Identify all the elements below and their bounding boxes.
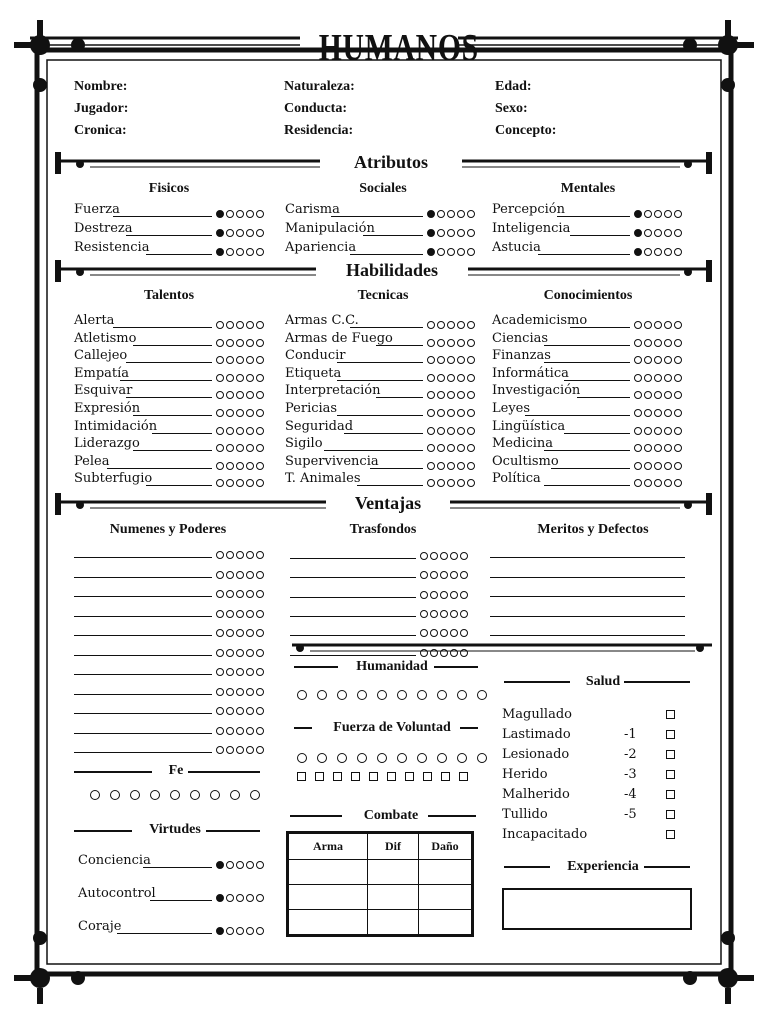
- stat-label: Atletismo: [74, 330, 137, 346]
- combat-cell[interactable]: [419, 910, 472, 935]
- stat-label: Esquivar: [74, 383, 133, 399]
- stat-label: Callejeo: [74, 348, 128, 364]
- stat-label: Seguridad: [285, 418, 354, 434]
- health-penalty: -4: [624, 787, 637, 802]
- header-field: Cronica:: [74, 123, 127, 138]
- stat-label: Coraje: [78, 919, 122, 934]
- stat-label: Política: [492, 471, 541, 487]
- header-field: Edad:: [495, 79, 532, 94]
- stat-label: Pelea: [74, 453, 110, 469]
- stat-label: Etiqueta: [285, 365, 342, 381]
- column-title: Mentales: [560, 181, 616, 196]
- column-title: Fisicos: [148, 181, 190, 196]
- stat-label: Medicina: [492, 436, 554, 452]
- stat-label: Intimidación: [74, 418, 158, 434]
- stat-label: Percepción: [492, 202, 566, 217]
- column-title: Sociales: [359, 181, 407, 196]
- combat-cell[interactable]: [368, 885, 419, 910]
- stat-label: Expresión: [74, 401, 141, 416]
- section-title-atributos: Atributos: [320, 152, 462, 173]
- stat-label: Apariencia: [285, 240, 357, 255]
- health-label: Lastimado: [502, 727, 571, 742]
- stat-label: Ocultismo: [492, 453, 559, 469]
- combat-cell[interactable]: [289, 885, 368, 910]
- header-field: Sexo:: [495, 101, 528, 116]
- health-penalty: -2: [624, 747, 637, 762]
- stat-label: Supervivencia: [285, 453, 379, 469]
- stat-label: Carisma: [285, 202, 340, 217]
- humanidad-title: Humanidad: [338, 659, 446, 675]
- combat-table: [286, 831, 474, 937]
- combat-col-dano: Daño: [419, 834, 472, 860]
- stat-label: Manipulación: [285, 221, 375, 236]
- stat-label: Inteligencia: [492, 221, 571, 236]
- stat-label: Autocontrol: [78, 886, 156, 901]
- combate-title: Combate: [342, 808, 440, 824]
- combat-col-dif: Dif: [368, 834, 419, 860]
- health-label: Malherido: [502, 787, 570, 802]
- experiencia-title: Experiencia: [550, 859, 656, 875]
- stat-label: Liderazgo: [74, 436, 140, 452]
- column-title: Trasfondos: [349, 522, 417, 537]
- health-label: Herido: [502, 767, 548, 782]
- stat-label: Astucia: [492, 240, 541, 255]
- combat-cell[interactable]: [368, 860, 419, 885]
- combat-cell[interactable]: [419, 860, 472, 885]
- header-field: Nombre:: [74, 79, 128, 94]
- stat-label: Pericias: [285, 401, 338, 416]
- header-field: Conducta:: [284, 101, 348, 116]
- health-penalty: -3: [624, 767, 637, 782]
- stat-label: Finanzas: [492, 348, 551, 364]
- stat-label: Conducir: [285, 348, 346, 364]
- section-title-habilidades: Habilidades: [316, 260, 468, 281]
- header-field: Residencia:: [284, 123, 354, 138]
- experiencia-box[interactable]: [502, 888, 692, 930]
- column-title: Numenes y Poderes: [109, 522, 227, 537]
- health-label: Magullado: [502, 707, 572, 722]
- stat-label: T. Animales: [285, 471, 361, 487]
- health-penalty: -1: [624, 727, 637, 742]
- combat-cell[interactable]: [368, 910, 419, 935]
- stat-label: Sigilo: [285, 436, 323, 452]
- header-field: Jugador:: [74, 101, 129, 116]
- salud-title: Salud: [570, 674, 636, 690]
- combat-cell[interactable]: [289, 910, 368, 935]
- health-label: Incapacitado: [502, 827, 588, 842]
- stat-label: Fuerza: [74, 202, 120, 217]
- stat-label: Resistencia: [74, 240, 150, 255]
- stat-label: Armas de Fuego: [285, 330, 393, 346]
- column-title: Tecnicas: [357, 288, 409, 303]
- stat-label: Ciencias: [492, 330, 549, 346]
- stat-label: Armas C.C.: [285, 313, 359, 328]
- column-title: Meritos y Defectos: [537, 522, 649, 537]
- virtudes-title: Virtudes: [132, 822, 218, 838]
- section-title-ventajas: Ventajas: [326, 493, 450, 514]
- stat-label: Destreza: [74, 221, 133, 236]
- stat-label: Informática: [492, 365, 569, 381]
- stat-label: Investigación: [492, 383, 581, 399]
- header-field: Naturaleza:: [284, 79, 355, 94]
- stat-label: Subterfugio: [74, 471, 153, 487]
- fuerza-voluntad-title: Fuerza de Voluntad: [312, 720, 472, 736]
- health-label: Tullido: [502, 807, 548, 822]
- fe-title: Fe: [152, 763, 200, 779]
- page-title: HUMANOS: [318, 27, 479, 69]
- stat-label: Empatía: [74, 365, 130, 381]
- stat-label: Interpretación: [285, 383, 381, 399]
- stat-label: Academicismo: [492, 313, 588, 328]
- stat-label: Lingüística: [492, 418, 566, 434]
- header-field: Concepto:: [495, 123, 557, 138]
- combat-col-arma: Arma: [289, 834, 368, 860]
- stat-label: Conciencia: [78, 853, 151, 868]
- stat-label: Alerta: [74, 313, 115, 328]
- health-label: Lesionado: [502, 747, 570, 762]
- combat-cell[interactable]: [419, 885, 472, 910]
- health-penalty: -5: [624, 807, 637, 822]
- column-title: Conocimientos: [543, 288, 633, 303]
- column-title: Talentos: [143, 288, 195, 303]
- combat-cell[interactable]: [289, 860, 368, 885]
- stat-label: Leyes: [492, 401, 531, 416]
